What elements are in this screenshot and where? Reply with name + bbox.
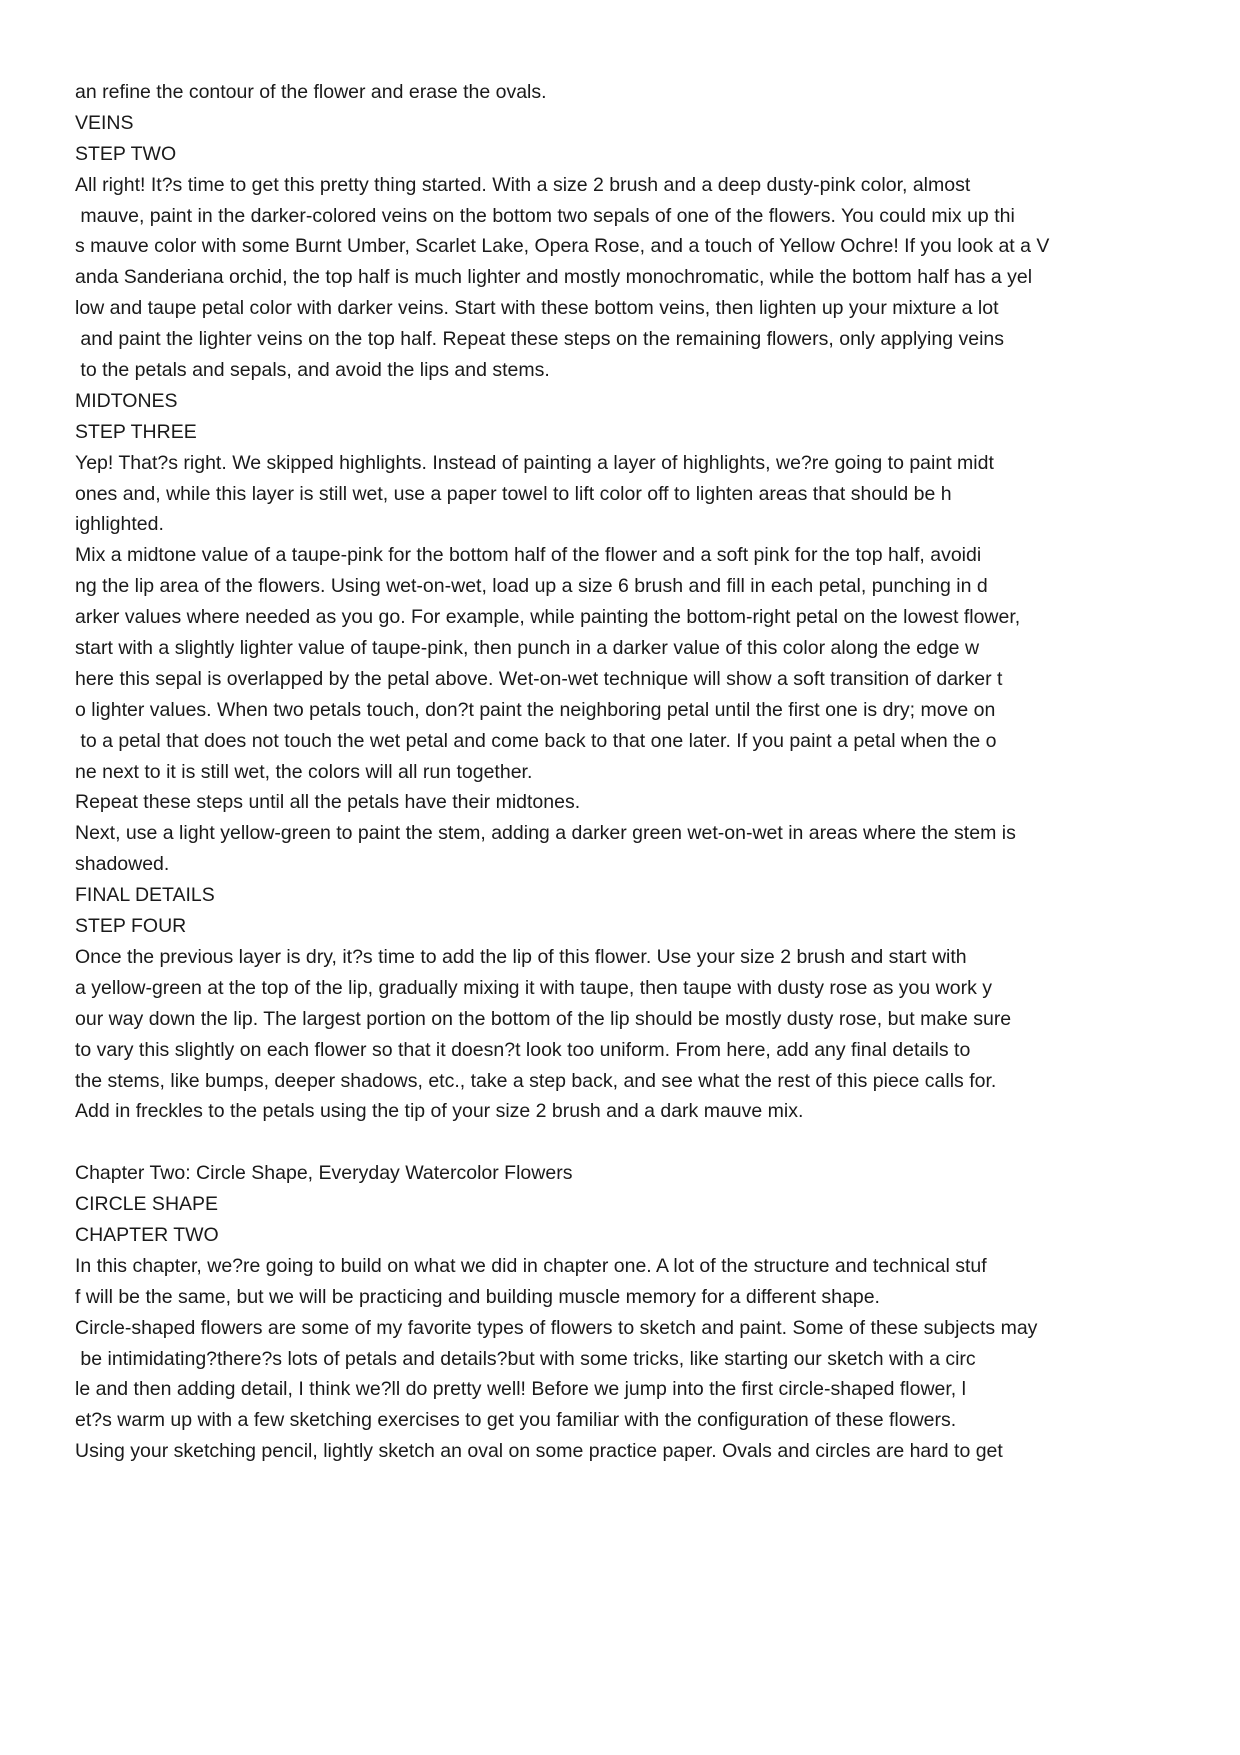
chapter-heading: CHAPTER TWO bbox=[75, 1223, 219, 1246]
text-line: s mauve color with some Burnt Umber, Scarlet Lake, Opera Rose, and a touch of Yellow Ochre! If you look at a V bbox=[75, 235, 1050, 258]
text-line: arker values where needed as you go. For example, while painting the bottom-right petal on the lowest flower, bbox=[75, 606, 1021, 629]
text-line: le and then adding detail, I think we?ll do pretty well! Before we jump into the first circle-shaped flower, l bbox=[75, 1378, 966, 1401]
section-heading: MIDTONES bbox=[75, 389, 178, 412]
text-line: start with a slightly lighter value of taupe-pink, then punch in a darker value of this color along the edge w bbox=[75, 637, 980, 660]
text-line: Using your sketching pencil, lightly sketch an oval on some practice paper. Ovals and circles are hard to get bbox=[75, 1440, 1003, 1463]
text-line: to vary this slightly on each flower so that it doesn?t look too uniform. From here, add any final details to bbox=[75, 1038, 971, 1061]
text-line: here this sepal is overlapped by the petal above. Wet-on-wet technique will show a soft transition of darker t bbox=[75, 667, 1003, 690]
text-line: f will be the same, but we will be practicing and building muscle memory for a different shape. bbox=[75, 1285, 880, 1308]
text-line: ones and, while this layer is still wet, use a paper towel to lift color off to lighten areas that should be h bbox=[75, 482, 952, 505]
text-line: Repeat these steps until all the petals have their midtones. bbox=[75, 791, 581, 814]
text-line: to the petals and sepals, and avoid the lips and stems. bbox=[75, 359, 550, 382]
text-line: All right! It?s time to get this pretty thing started. With a size 2 brush and a deep dusty-pink color, almost bbox=[75, 173, 971, 196]
text-line: In this chapter, we?re going to build on what we did in chapter one. A lot of the structure and technical stuf bbox=[75, 1254, 987, 1277]
text-line: Mix a midtone value of a taupe-pink for the bottom half of the flower and a soft pink for the top half, avoidi bbox=[75, 544, 982, 567]
text-line: Circle-shaped flowers are some of my favorite types of flowers to sketch and paint. Some of these subjects may bbox=[75, 1316, 1038, 1339]
text-line: mauve, paint in the darker-colored veins on the bottom two sepals of one of the flowers. You could mix up thi bbox=[75, 204, 1015, 227]
text-line: Next, use a light yellow-green to paint the stem, adding a darker green wet-on-wet in areas where the stem is bbox=[75, 822, 1016, 845]
text-line: our way down the lip. The largest portion on the bottom of the lip should be mostly dusty rose, but make sure bbox=[75, 1007, 1012, 1030]
text-line: low and taupe petal color with darker veins. Start with these bottom veins, then lighten up your mixture a lot bbox=[75, 297, 999, 320]
text-line: ne next to it is still wet, the colors will all run together. bbox=[75, 760, 533, 783]
text-line: and paint the lighter veins on the top half. Repeat these steps on the remaining flowers, only applying veins bbox=[75, 328, 1004, 351]
text-line: an refine the contour of the flower and erase the ovals. bbox=[75, 81, 547, 103]
text-line: Add in freckles to the petals using the tip of your size 2 brush and a dark mauve mix. bbox=[75, 1100, 804, 1123]
chapter-title: Chapter Two: Circle Shape, Everyday Watercolor Flowers bbox=[75, 1162, 573, 1185]
text-line: anda Sanderiana orchid, the top half is much lighter and mostly monochromatic, while the bottom half has a yel bbox=[75, 266, 1033, 289]
body-text bbox=[75, 77, 1215, 1467]
text-line: et?s warm up with a few sketching exercises to get you familiar with the configuration of these flowers. bbox=[75, 1409, 957, 1432]
step-heading: STEP FOUR bbox=[75, 915, 187, 938]
text-line: the stems, like bumps, deeper shadows, etc., take a step back, and see what the rest of this piece calls for. bbox=[75, 1069, 997, 1092]
text-line: Once the previous layer is dry, it?s time to add the lip of this flower. Use your size 2 brush and start with bbox=[75, 945, 967, 968]
text-line: be intimidating?there?s lots of petals and details?but with some tricks, like starting our sketch with a circ bbox=[75, 1347, 976, 1370]
text-line: Yep! That?s right. We skipped highlights. Instead of painting a layer of highlights, we?re going to paint midt bbox=[75, 451, 994, 474]
text-line: o lighter values. When two petals touch, don?t paint the neighboring petal until the first one is dry; move on bbox=[75, 698, 996, 721]
step-heading: STEP TWO bbox=[75, 142, 177, 165]
text-line: ng the lip area of the flowers. Using wet-on-wet, load up a size 6 brush and fill in each petal, punching in d bbox=[75, 575, 988, 598]
paragraph-gap bbox=[75, 1127, 1215, 1158]
text-line: a yellow-green at the top of the lip, gradually mixing it with taupe, then taupe with dusty rose as you work y bbox=[75, 976, 992, 999]
section-heading: FINAL DETAILS bbox=[75, 884, 215, 907]
text-line: to a petal that does not touch the wet petal and come back to that one later. If you paint a petal when the o bbox=[75, 729, 997, 752]
section-heading: CIRCLE SHAPE bbox=[75, 1193, 219, 1216]
text-line: shadowed. bbox=[75, 853, 170, 876]
step-heading: STEP THREE bbox=[75, 420, 197, 443]
text-line: ighlighted. bbox=[75, 513, 164, 536]
section-heading: VEINS bbox=[75, 111, 134, 134]
